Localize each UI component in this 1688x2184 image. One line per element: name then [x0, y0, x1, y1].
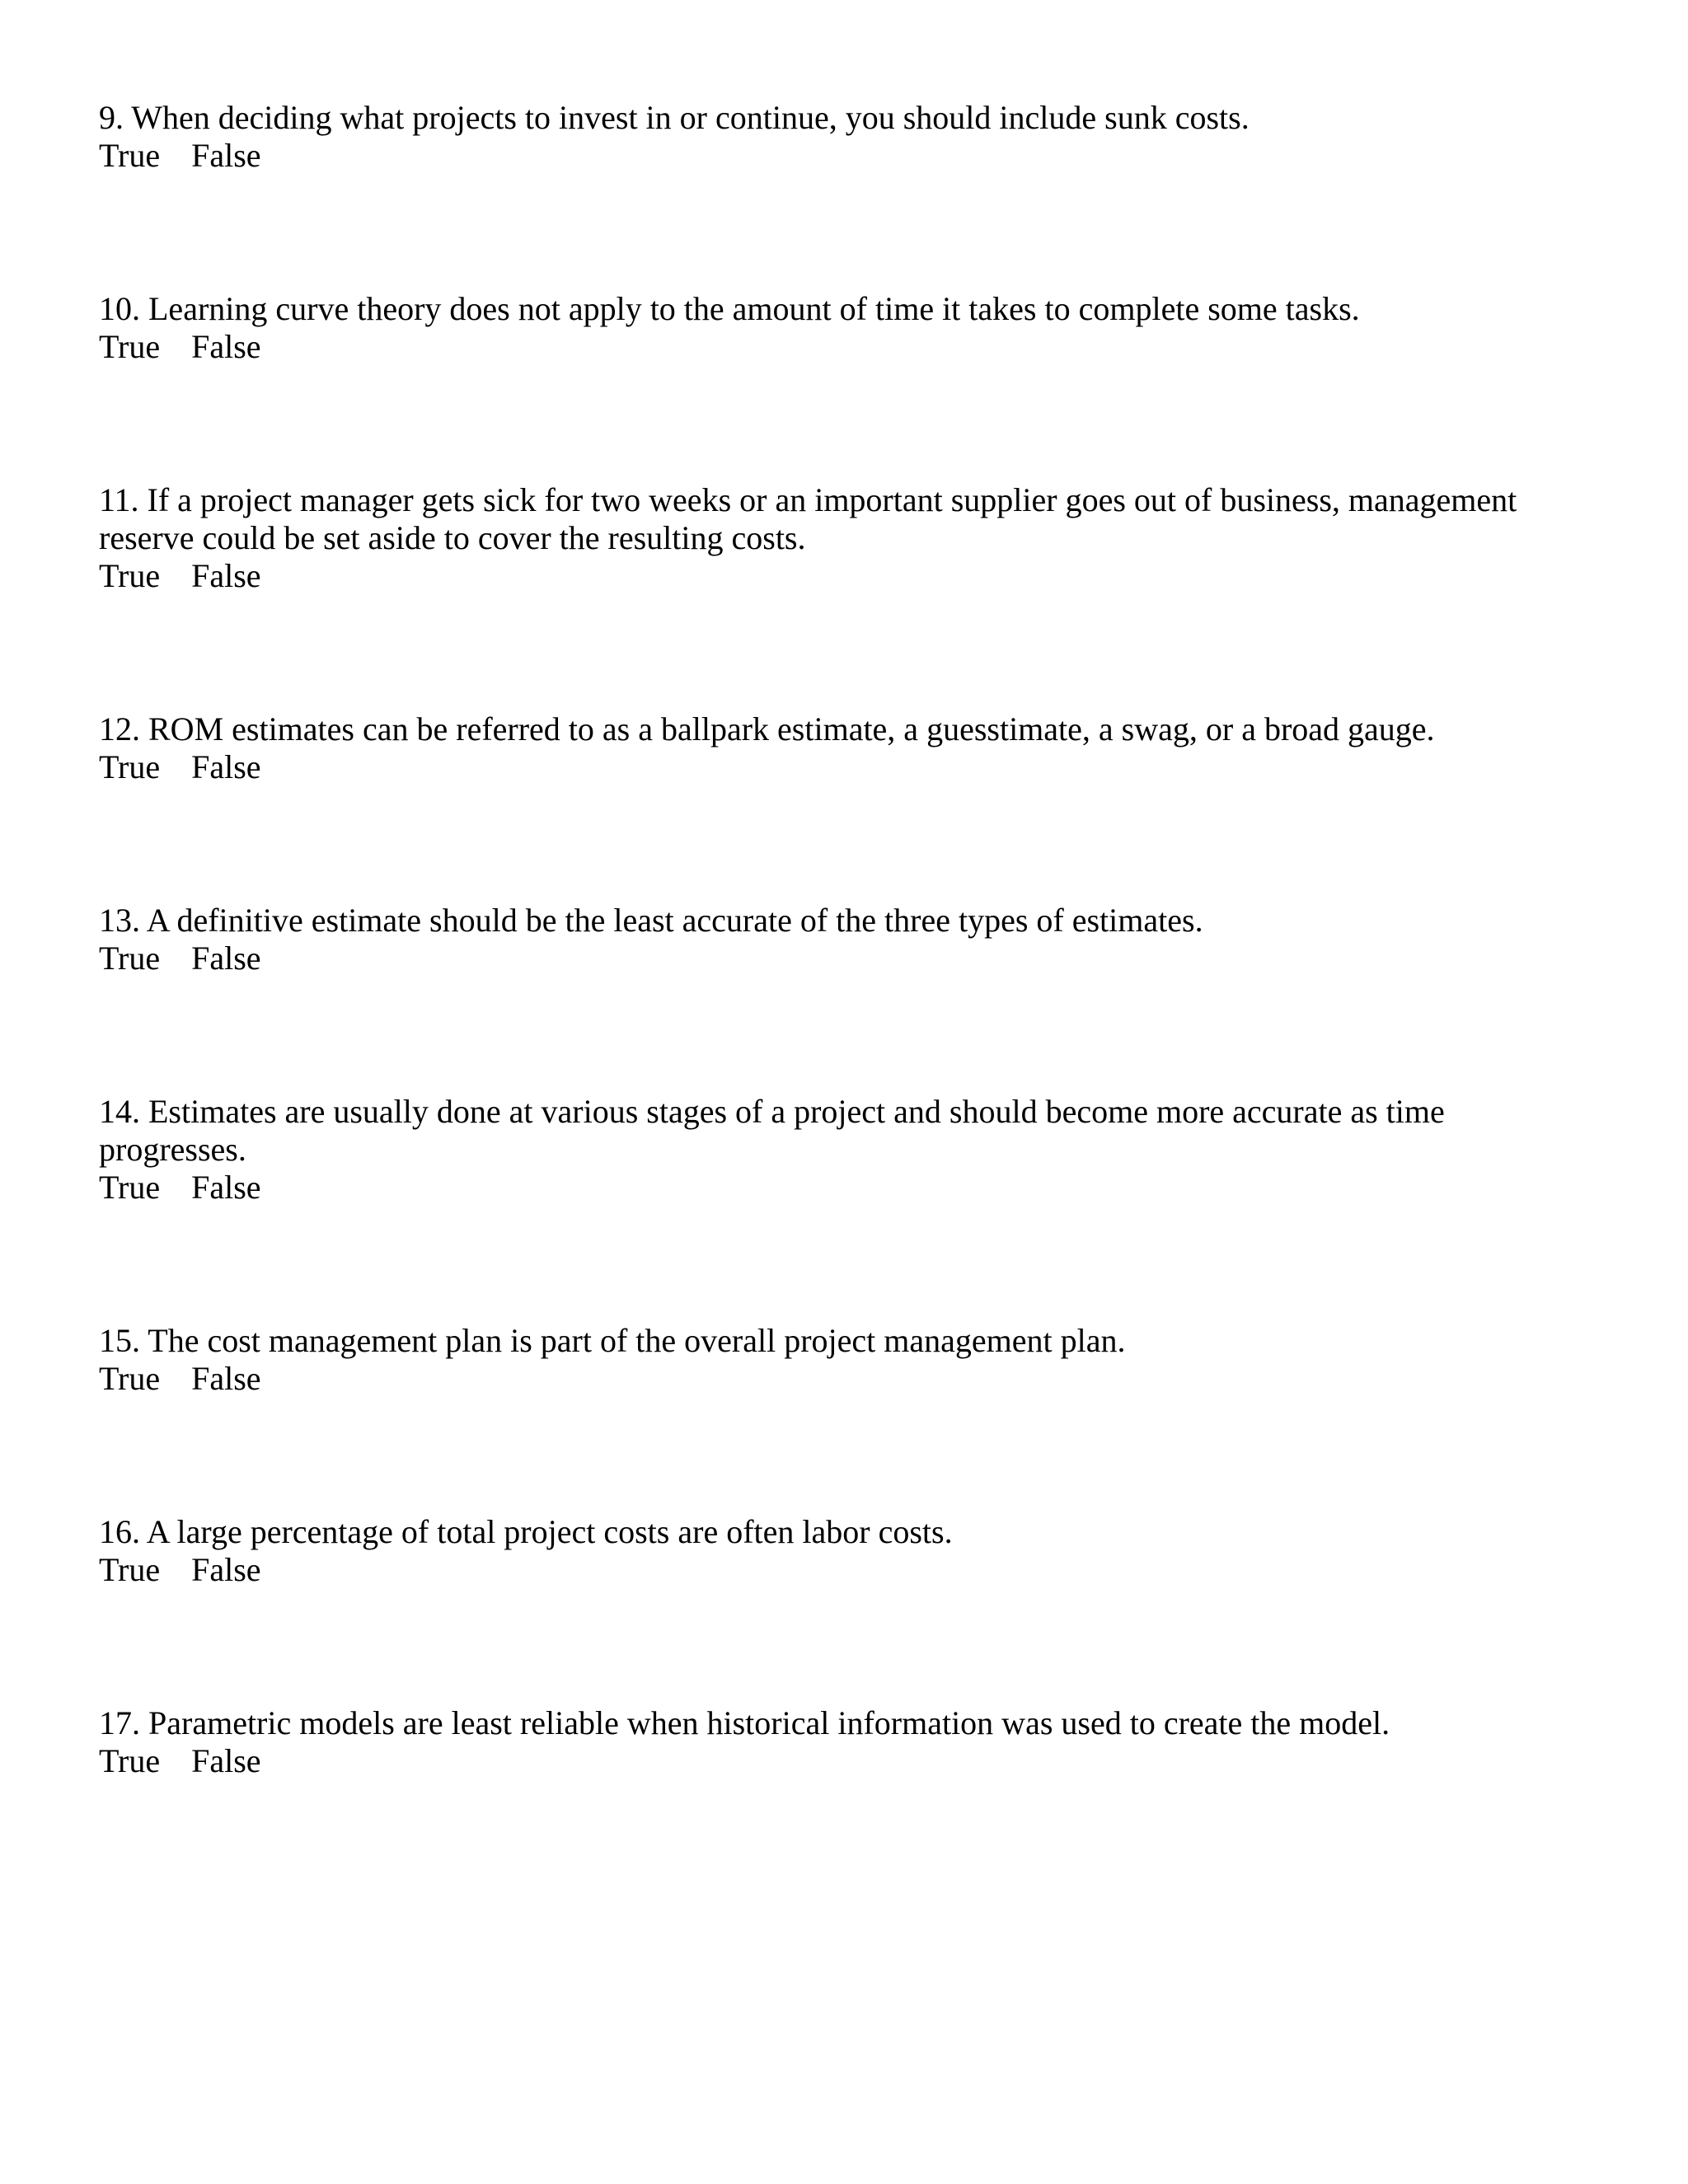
question-16-true-option[interactable]: True: [99, 1551, 161, 1588]
question-16-text: 16. A large percentage of total project costs are often labor costs.: [99, 1513, 953, 1550]
question-15-true-option[interactable]: True: [99, 1360, 161, 1397]
question-14: [99, 1093, 1550, 1207]
question-15-answers: [99, 1360, 1550, 1398]
question-16-answers: [99, 1551, 1550, 1589]
question-12-true-option[interactable]: True: [99, 748, 161, 785]
question-14-text: 14. Estimates are usually done at various stages of a project and should become more accurate as time progresses.: [99, 1093, 1445, 1168]
question-12-false-option[interactable]: False: [191, 748, 261, 785]
question-14-true-option[interactable]: True: [99, 1169, 161, 1206]
question-11-text: 11. If a project manager gets sick for two weeks or an important supplier goes out of business, management reserve could be set aside to cover the resulting costs.: [99, 481, 1517, 556]
question-10-text: 10. Learning curve theory does not apply to the amount of time it takes to complete some tasks.: [99, 290, 1360, 327]
question-12-text: 12. ROM estimates can be referred to as a ballpark estimate, a guesstimate, a swag, or a broad gauge.: [99, 710, 1435, 748]
question-13: [99, 902, 1550, 977]
question-17-answers: [99, 1742, 1550, 1780]
question-9: [99, 99, 1550, 175]
question-10-true-option[interactable]: True: [99, 328, 161, 365]
question-17-true-option[interactable]: True: [99, 1742, 161, 1779]
question-14-answers: [99, 1169, 1550, 1207]
question-14-false-option[interactable]: False: [191, 1169, 261, 1206]
question-9-false-option[interactable]: False: [191, 137, 261, 174]
question-17-text: 17. Parametric models are least reliable when historical information was used to create the model.: [99, 1704, 1390, 1741]
question-16-false-option[interactable]: False: [191, 1551, 261, 1588]
question-15-text: 15. The cost management plan is part of the overall project management plan.: [99, 1322, 1126, 1359]
question-9-text: 9. When deciding what projects to invest in or continue, you should include sunk costs.: [99, 99, 1250, 136]
question-13-false-option[interactable]: False: [191, 940, 261, 977]
question-9-answers: [99, 137, 1550, 175]
question-12-answers: [99, 748, 1550, 786]
question-16: [99, 1513, 1550, 1589]
question-15-false-option[interactable]: False: [191, 1360, 261, 1397]
question-13-text: 13. A definitive estimate should be the least accurate of the three types of estimates.: [99, 902, 1203, 939]
question-10: [99, 290, 1550, 366]
question-13-true-option[interactable]: True: [99, 940, 161, 977]
question-17: [99, 1704, 1550, 1780]
question-11-true-option[interactable]: True: [99, 557, 161, 594]
question-11-answers: [99, 557, 1550, 595]
question-9-true-option[interactable]: True: [99, 137, 161, 174]
question-11: [99, 481, 1550, 595]
question-11-false-option[interactable]: False: [191, 557, 261, 594]
question-17-false-option[interactable]: False: [191, 1742, 261, 1779]
question-10-false-option[interactable]: False: [191, 328, 261, 365]
question-12: [99, 710, 1550, 786]
question-13-answers: [99, 940, 1550, 977]
question-15: [99, 1322, 1550, 1398]
question-10-answers: [99, 328, 1550, 366]
